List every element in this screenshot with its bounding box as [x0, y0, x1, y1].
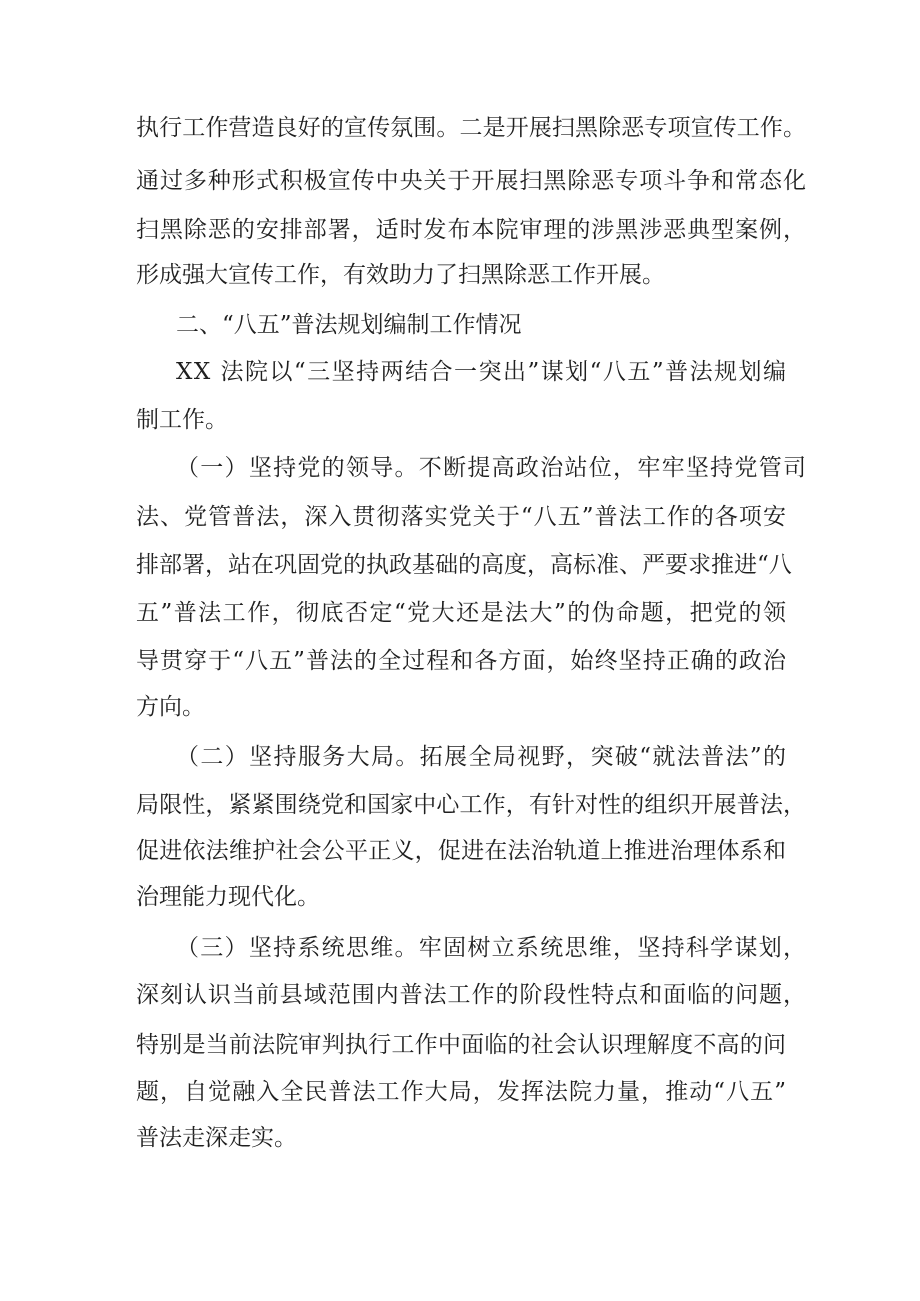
section-heading: 二、“八五”普法规划编制工作情况: [176, 312, 522, 338]
text-line-13: 方向。: [136, 694, 205, 720]
text-line-10: 排部署，站在巩固党的执政基础的高度，高标准、严要求推进“八: [136, 552, 792, 578]
text-line-7: 制工作。: [136, 407, 228, 433]
text-line-20: 特别是当前法院审判执行工作中面临的社会认识理解度不高的问: [136, 1032, 787, 1058]
text-line-11: 五”普法工作，彻底否定“党大还是法大”的伪命题，把党的领: [136, 600, 788, 626]
text-line-16: 促进依法维护社会公平正义，促进在法治轨道上推进治理体系和: [136, 838, 787, 864]
text-line-15: 局限性，紧紧围绕党和国家中心工作，有针对性的组织开展普法，: [136, 792, 807, 818]
text-line-18: （三）坚持系统思维。牢固树立系统思维，坚持科学谋划，: [176, 935, 808, 961]
text-line-4: 形成强大宣传工作，有效助力了扫黑除恶工作开展。: [136, 262, 665, 288]
text-line-8: （一）坚持党的领导。不断提高政治站位，牢牢坚持党管司: [176, 455, 808, 481]
text-line-21: 题，自觉融入全民普法工作大局，发挥法院力量，推动“八五”: [136, 1079, 788, 1105]
text-line-14: （二）坚持服务大局。拓展全局视野，突破“就法普法”的: [176, 744, 788, 770]
text-line-22: 普法走深走实。: [136, 1125, 297, 1151]
text-line-1: 执行工作营造良好的宣传氛围。二是开展扫黑除恶专项宣传工作。: [136, 115, 807, 141]
text-line-19: 深刻认识当前县域范围内普法工作的阶段性特点和面临的问题，: [136, 982, 807, 1008]
text-line-6: XX 法院以“三坚持两结合一突出”谋划“八五”普法规划编: [176, 359, 788, 385]
text-line-2: 通过多种形式积极宣传中央关于开展扫黑除恶专项斗争和常态化: [136, 168, 807, 194]
text-line-17: 治理能力现代化。: [136, 884, 320, 910]
text-line-12: 导贯穿于“八五”普法的全过程和各方面，始终坚持正确的政治: [136, 648, 788, 674]
text-line-9: 法、党管普法，深入贯彻落实党关于“八五”普法工作的各项安: [136, 504, 788, 530]
text-line-3: 扫黑除恶的安排部署，适时发布本院审理的涉黑涉恶典型案例，: [136, 217, 807, 243]
